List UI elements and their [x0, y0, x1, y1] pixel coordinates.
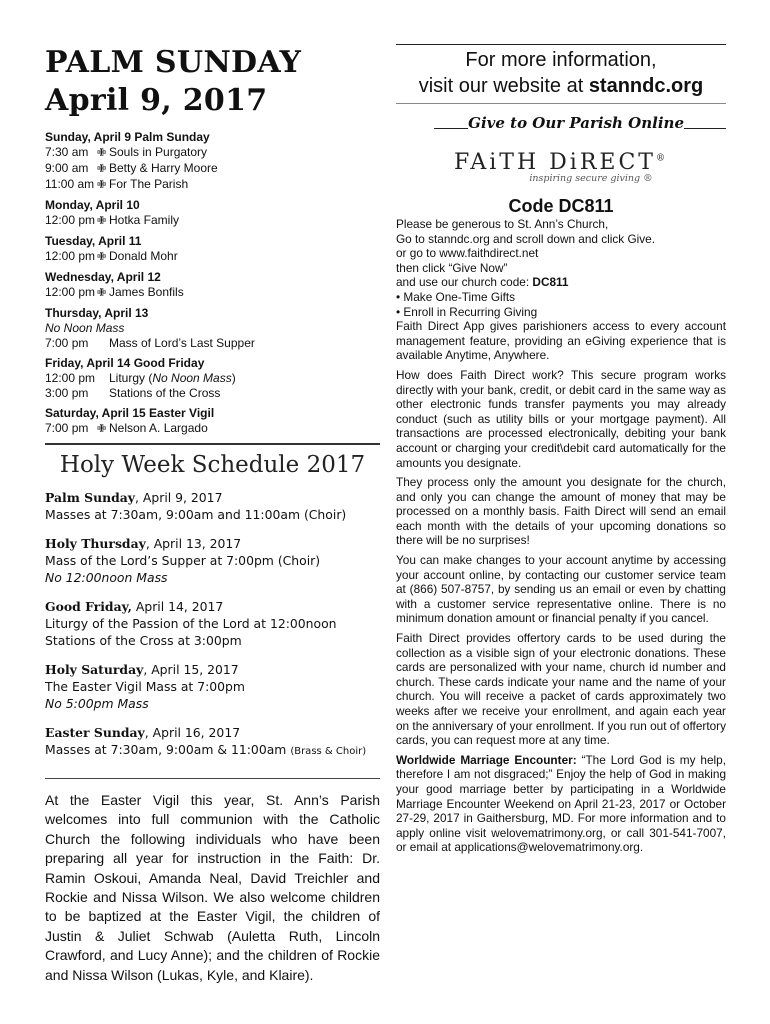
- schedule-line: [45, 386, 380, 401]
- schedule-day: [45, 306, 380, 351]
- holy-week-day: Palm Sunday: [45, 490, 136, 505]
- cross-icon: ✙: [97, 423, 107, 435]
- schedule-line: [45, 421, 380, 437]
- mass-schedule: [45, 130, 380, 437]
- website-link[interactable]: stanndc.org: [588, 75, 704, 97]
- more-info: For more information, visit our website at stanndc.org: [418, 49, 704, 97]
- schedule-day-title: Wednesday, April 12: [45, 270, 161, 284]
- schedule-line: [45, 336, 380, 351]
- easter-vigil-paragraph: At the Easter Vigil this year, St. Ann’s Parish welcomes into full communion with the Catholic Church the following individuals who have been preparing all year for instruction in the Faith: Dr. Ramin Oskoui, Amanda Neal, David Treichler and Rockie and Nissa Wilson. We also welcome children to be baptized at the Easter Vigil, the children of Justin & Juliet Schwab (Auletta Ruth, Lincoln Crawford, and Lucy Anne); and the children of Rockie and Nissa Wilson (Lukas, Kyle, and Klaire).: [45, 792, 380, 983]
- holy-week-day: Holy Saturday: [45, 662, 144, 677]
- schedule-day: [45, 198, 380, 229]
- marriage-encounter: Worldwide Marriage Encounter: “The Lord God is my help, therefore I am not disgraced;” Enjoy the help of God in making your good marriage better by participating in a Worldwide Marriage Encounter Weekend on April 21-23, 2017 or October 27-29, 2017 in Gaithersburg, MD. For more information and to apply online visit welovematrimony.org, or call 301-541-7007, or email at applications@welovematrimony.org.: [396, 752, 727, 855]
- holy-week-line: Masses at 7:30am, 9:00am & 11:00am (Brass & Choir): [45, 742, 367, 757]
- holy-week-day: Easter Sunday: [45, 725, 145, 740]
- schedule-line: [45, 145, 380, 161]
- holy-week-date: , April 13, 2017: [145, 536, 242, 551]
- holy-week-day: Good Friday,: [45, 599, 132, 614]
- church-code: Code DC811: [508, 196, 614, 216]
- schedule-day-title: Monday, April 10: [45, 198, 140, 212]
- offertory-cards-paragraph: Faith Direct provides offertory cards to be used during the collection as a visible sign of your electronic donations. These cards are personalized with your name, church id number and church. These cards indicate your name and the name of your church. You will receive a packet of cards approximately two weeks after we receive your enrollment, and again each year on the anniversary of your enrollment. If you run out of offertory cards, you can request more at any time.: [396, 631, 726, 748]
- mass-intention: Nelson A. Largado: [109, 421, 208, 435]
- holy-week-line: Stations of the Cross at 3:00pm: [45, 633, 242, 648]
- right-column: [396, 44, 726, 860]
- changes-paragraph: You can make changes to your account anytime by accessing your account online, by contacting our customer service team at (866) 507-8757, by sending us an email or even by chatting with a customer service representative online. There is no minimum donation amount or financial penalty if you cancel.: [396, 553, 726, 626]
- schedule-day: [45, 130, 380, 193]
- schedule-line: [45, 213, 380, 229]
- cross-icon: ✙: [97, 287, 107, 299]
- designate-paragraph: They process only the amount you designate for the church, and only you can change the amount of money that may be processed on a monthly basis. Faith Direct will send an email each month with the details of your upcoming donations so there will be no surprises!: [396, 475, 726, 548]
- holy-week-item: [45, 724, 380, 760]
- mass-intention: For The Parish: [109, 177, 189, 191]
- schedule-day: [45, 234, 380, 265]
- mass-time: 12:00 pm: [45, 213, 96, 227]
- schedule-line: [45, 285, 380, 301]
- left-column: [45, 44, 380, 985]
- page-title: PALM SUNDAY April 9, 2017: [45, 45, 302, 118]
- top-rule: [396, 44, 726, 45]
- mass-intention: James Bonfils: [109, 285, 184, 299]
- holy-week-title: Holy Week Schedule 2017: [59, 452, 366, 478]
- mass-intention: Mass of Lord’s Last Supper: [109, 336, 255, 350]
- holy-week-line: Mass of the Lord’s Supper at 7:00pm (Choir): [45, 553, 321, 568]
- info-rule: [396, 103, 726, 104]
- mass-intention: Hotka Family: [109, 213, 180, 227]
- mass-time: 12:00 pm: [45, 371, 96, 385]
- mass-time: 12:00 pm: [45, 249, 96, 263]
- cross-icon: ✙: [97, 251, 107, 263]
- holy-week-date: April 14, 2017: [131, 599, 224, 614]
- mass-time: 7:00 pm: [45, 336, 89, 350]
- holy-week-line: Masses at 7:30am, 9:00am and 11:00am (Choir): [45, 507, 347, 522]
- give-online-heading: Give to Our Parish Online: [396, 114, 726, 132]
- schedule-day-title: Sunday, April 9 Palm Sunday: [45, 130, 210, 144]
- holy-week-items: [45, 489, 380, 760]
- schedule-line: 12:00 pm Liturgy (No Noon Mass): [45, 371, 236, 385]
- schedule-day-title: Friday, April 14 Good Friday: [45, 356, 205, 370]
- schedule-line: [45, 249, 380, 265]
- holy-week-note: No 12:00noon Mass: [45, 570, 168, 585]
- mass-intention: Souls in Purgatory: [109, 145, 208, 159]
- app-paragraph: Faith Direct App gives parishioners access to every account management feature, providing an eGiving experience that is available Anytime, Anywhere.: [396, 319, 726, 363]
- mass-intention: Stations of the Cross: [109, 386, 221, 400]
- holy-week-item: [45, 661, 380, 712]
- holy-week-day: Holy Thursday: [45, 536, 146, 551]
- holy-week-item: [45, 535, 380, 586]
- schedule-day-title: Thursday, April 13: [45, 306, 149, 320]
- mass-intention: Liturgy (: [109, 371, 153, 385]
- mass-time: 9:00 am: [45, 161, 89, 175]
- holy-week-note: No 5:00pm Mass: [45, 696, 149, 711]
- schedule-note: No Noon Mass: [45, 321, 125, 335]
- faith-direct-logo: FAiTH DiRECT® inspiring secure giving ®: [454, 150, 668, 184]
- schedule-day: [45, 270, 380, 301]
- cross-icon: ✙: [97, 179, 107, 191]
- mass-time: 11:00 am: [45, 177, 95, 191]
- schedule-day: [45, 406, 380, 437]
- holy-week-date: , April 16, 2017: [144, 725, 241, 740]
- schedule-day-title: Saturday, April 15 Easter Vigil: [45, 406, 215, 420]
- mass-intention: Donald Mohr: [109, 249, 178, 263]
- mass-time: 7:00 pm: [45, 421, 89, 435]
- holy-week-date: , April 15, 2017: [143, 662, 239, 677]
- holy-week-line: The Easter Vigil Mass at 7:00pm: [45, 679, 245, 694]
- holy-week-line: Liturgy of the Passion of the Lord at 12:00noon: [45, 616, 337, 631]
- schedule-day: [45, 356, 380, 401]
- holy-week-item: [45, 489, 380, 523]
- mass-time: 3:00 pm: [45, 386, 89, 400]
- mass-intention: Betty & Harry Moore: [109, 161, 218, 175]
- holy-week-box: [45, 443, 380, 779]
- cross-icon: ✙: [97, 215, 107, 227]
- schedule-line: [45, 161, 380, 177]
- schedule-line: [45, 177, 380, 193]
- cross-icon: ✙: [97, 147, 107, 159]
- cross-icon: ✙: [97, 163, 107, 175]
- mass-time: 7:30 am: [45, 145, 89, 159]
- schedule-day-title: Tuesday, April 11: [45, 234, 142, 248]
- how-it-works: How does Faith Direct work? This secure program works directly with your bank, credit, or debit card in the same way as other electronic funds transfer payments you may already conduct (such as utility bills or your mortgage payment). All transactions are processed electronically, debiting your bank account or charging your credit\debit card automatically for the amounts you designate.: [396, 367, 726, 470]
- faith-direct-info: Please be generous to St. Ann’s Church, Go to stanndc.org and scroll down and click Give. or go to www.faithdirect.net then click “Give Now” and use our church code: DC811 • Make One-Time Gifts • Enroll in Recurring Giving Faith Direct App gives parishioners access to every account management feature, providing an eGiving experience that is available Anytime, Anywhere. How does Faith Direct work? This secure program works directly with your bank, credit, or debit card in the same way as other electronic funds transfer payments you may already conduct (such as utility bills or your mortgage payment). All transactions are processed electronically, debiting your bank account or charging your credit\debit card automatically for the amounts you designate. They process only the amount you designate for the church, and only you can change the amount of money that may be processed on a monthly basis. Faith Direct will send an email each month with the details of your upcoming donations so there will be no surprises! You can make changes to your account anytime by accessing your account online, by contacting our customer service team at (866) 507-8757, by sending us an email or even by chatting with a customer service representative online. There is no minimum donation amount or financial penalty if you cancel. Faith Direct provides offertory cards to be used during the collection as a visible sign of your electronic donations. These cards are personalized with your name, church id number and church. These cards indicate your name and the name of your church. You will receive a packet of cards approximately two weeks after we receive your enrollment, and again each year on the anniversary of your enrollment. If you run out of offertory cards, you can request more at any time. Worldwide Marriage Encounter: “The Lord God is my help, therefore I am not disgraced;” Enjoy the help of God in making your good marriage better by participating in a Worldwide Marriage Encounter Weekend on April 21-23, 2017 or October 27-29, 2017 in Gaithersburg, MD. For more information and to apply online visit welovematrimony.org, or call 301-541-7007, or email at applications@welovematrimony.org.: [396, 217, 727, 855]
- holy-week-item: [45, 598, 380, 649]
- mass-time: 12:00 pm: [45, 285, 96, 299]
- holy-week-date: , April 9, 2017: [135, 490, 223, 505]
